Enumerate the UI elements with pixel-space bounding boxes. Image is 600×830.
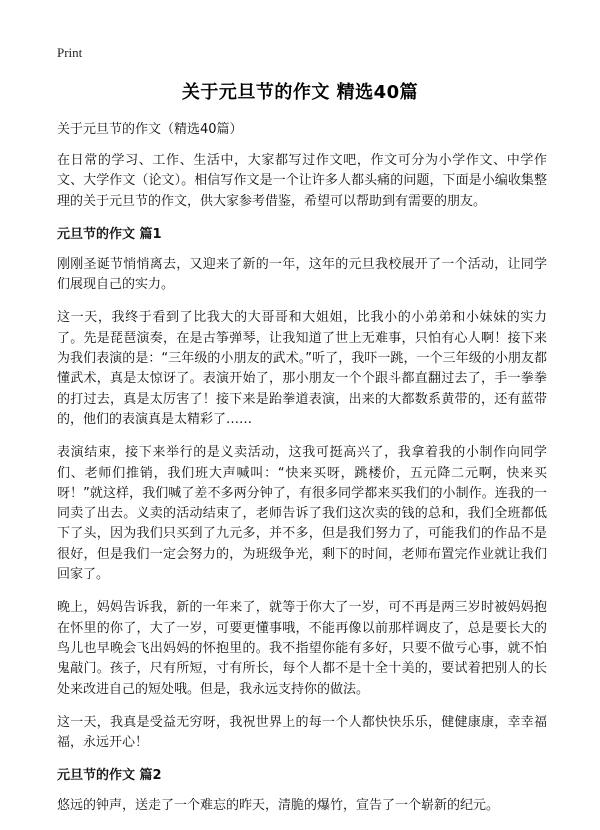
section-paragraph: 晚上，妈妈告诉我，新的一年来了，就等于你大了一岁，可不再是两三岁时被妈妈抱在怀里的你了，大了一岁，可要更懂事哦，不能再像以前那样调皮了，总是要长大的鸟儿也早晚会飞出妈妈的怀抱里的。我不指望你能有多好，只要不做亏心事，就不怕鬼敲门。孩子，尺有所短，寸有所长，每个人都不是十全十美的，要试着把别人的长处来改进自己的短处哦。但是，我永远支持你的做法。 [57,600,547,697]
section-paragraph: 这一天，我真是受益无穷呀，我祝世界上的每一个人都快快乐乐，健健康康，幸幸福福，永远开心！ [57,714,547,751]
section-paragraph: 悠远的钟声，送走了一个难忘的昨天，清脆的爆竹，宣告了一个崭新的纪元。 [57,798,500,814]
article-body [57,120,547,830]
article-subtitle: 关于元旦节的作文（精选40篇） [57,122,243,137]
section-heading: 元旦节的作文 篇2 [57,768,162,784]
section-paragraph: 表演结束，接下来举行的是义卖活动，这我可挺高兴了，我拿着我的小制作向同学们、老师们推销，我们班大声喊叫：“快来买呀，跳楼价，五元降二元啊，快来买呀！”就这样，我们喊了差不多两分钟了，有很多同学都来买我们的小制作。连我的一同卖了出去。义卖的活动结束了，老师告诉了我们这次卖的钱的总和，我们全班都低下了头，因为我们只买到了九元多，并不多，但是我们努力了，可能我们的作品不是很好，但是我们一定会努力的，为班级争光，剩下的时间，老师布置完作业就让我们回家了。 [57,445,547,583]
print-link[interactable]: Print [57,45,83,60]
section-heading: 元旦节的作文 篇1 [57,226,162,242]
section-paragraph: 刚刚圣诞节悄悄离去，又迎来了新的一年，这年的元旦我校展开了一个活动，让同学们展现自己的实力。 [57,256,547,293]
intro-paragraph: 在日常的学习、工作、生活中，大家都写过作文吧，作文可分为小学作文、中学作文、大学作文（论文）。相信写作文是一个让许多人都头痛的问题，下面是小编收集整理的关于元旦节的作文，供大家参考借鉴，希望可以帮助到有需要的朋友。 [57,153,547,209]
section-paragraph: 这一天，我终于看到了比我大的大哥哥和大姐姐，比我小的小弟弟和小妹妹的实力了。先是琵琶演奏，在是古筝弹琴，让我知道了世上无难事，只怕有心人啊！接下来为我们表演的是：“三年级的小朋友的武术。”听了，我吓一跳，一个三年级的小朋友都懂武术，真是太惊讶了。表演开始了，那小朋友一个个跟斗都直翻过去了，手一拳拳的打过去，真是太厉害了！接下来是跆拳道表演，出来的大都数系黄带的，还有蓝带的，他们的表演真是太精彩了…… [57,310,547,427]
page-title: 关于元旦节的作文 精选40篇 [181,82,419,103]
